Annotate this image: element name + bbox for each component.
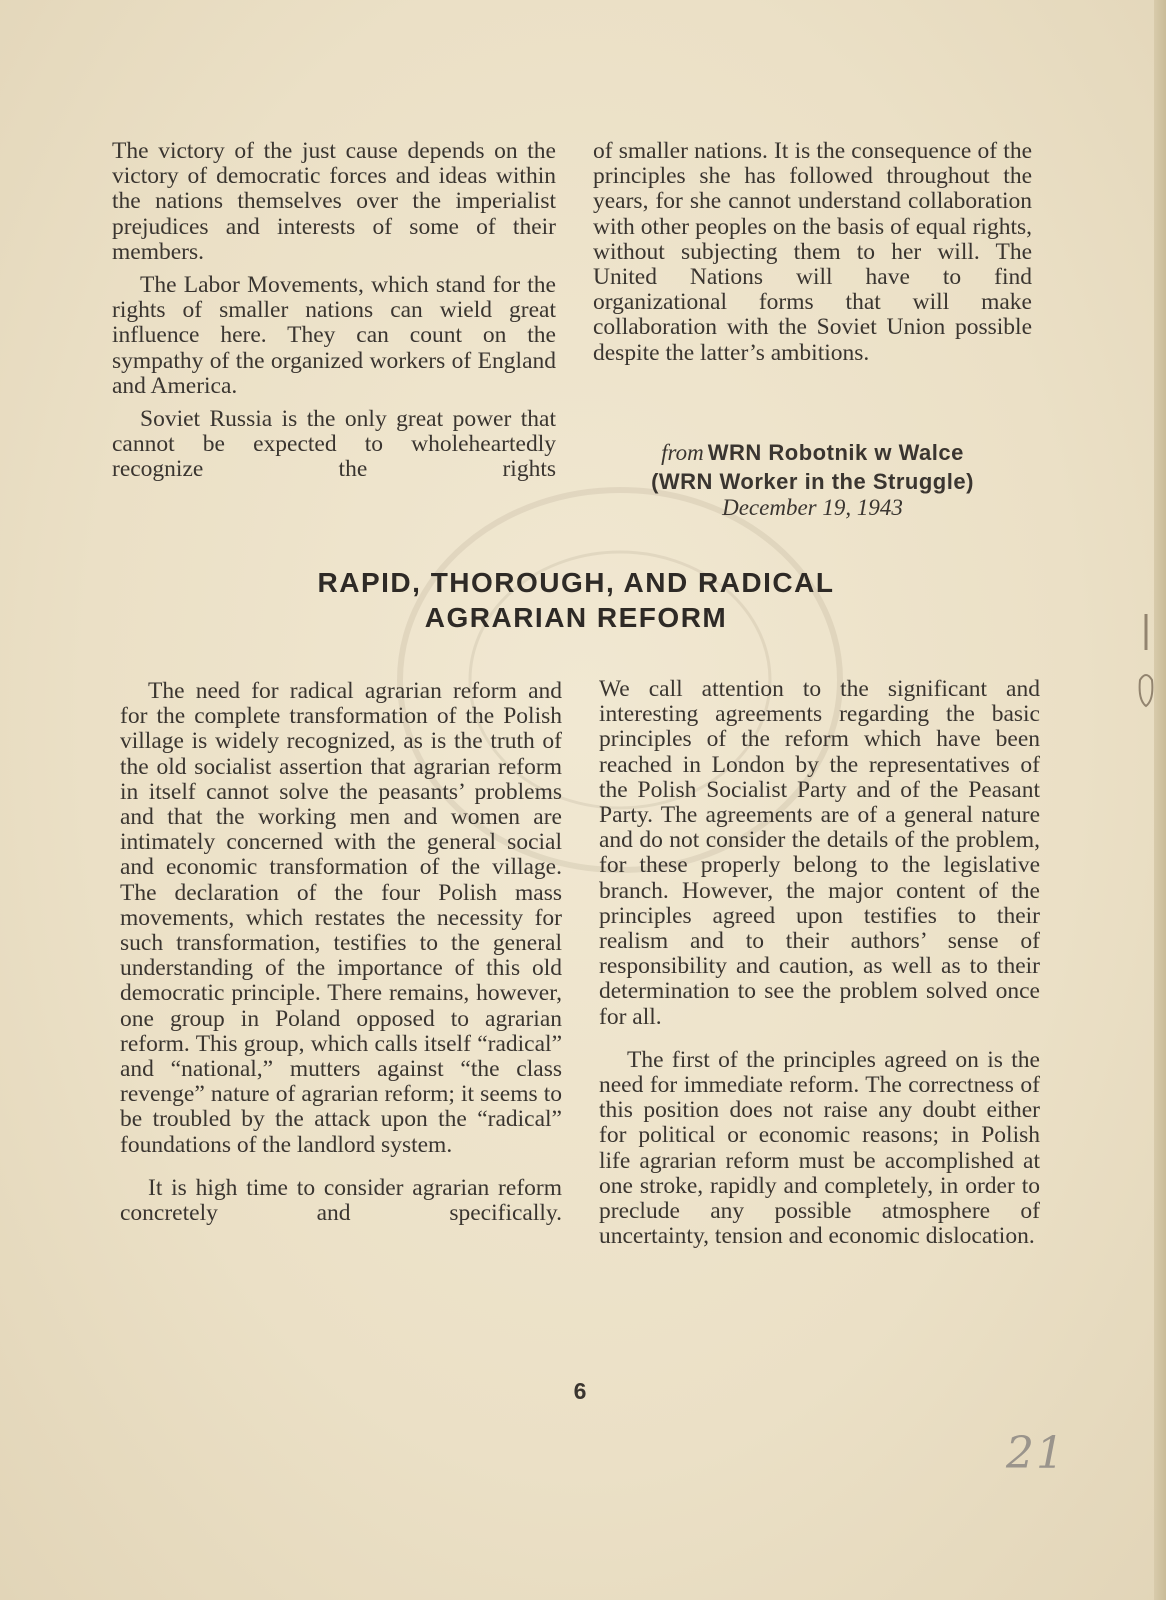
handwritten-archive-number: 21 [1006, 1428, 1066, 1479]
article-headline [200, 565, 952, 635]
top-right-column [593, 139, 1032, 366]
source-translation: (WRN Worker in the Struggle) [651, 469, 974, 494]
paragraph: Soviet Russia is the only great power that cannot be expected to wholeheartedly recognize the rights [112, 406, 556, 483]
bottom-left-column [120, 679, 562, 1226]
headline-line-1: RAPID, THOROUGH, AND RADICAL [317, 567, 835, 598]
headline-line-2: AGRARIAN REFORM [424, 602, 728, 633]
page-number: 6 [573, 1378, 587, 1404]
binding-clip [1132, 610, 1160, 730]
paragraph: The Labor Movements, which stand for the rights of smaller nations can wield great influence here. They can count on the sympathy of the organized workers of England and America. [112, 272, 556, 399]
source-publication: WRN Robotnik w Walce [707, 440, 964, 465]
paragraph: It is high time to consider agrarian reform concretely and specifically. [120, 1174, 562, 1227]
paragraph: We call attention to the significant and interesting agreements regarding the basic principles of the reform which have been reached in London by the representatives of the Polish Socialist Party and of the Peasant Party. The agreements are of a general nature and do not consider the details of the problem, for these properly belong to the legislative branch. However, the major content of the principles agreed upon testifies to their realism and to their authors’ sense of responsibility and caution, as well as to their determination to see the problem solved once for all. [599, 676, 1040, 1030]
paragraph: The need for radical agrarian reform and for the complete transformation of the Polish village is widely recognized, as is the truth of the old socialist assertion that agrarian reform in itself cannot solve the peasants’ problems and that the working men and women are intimately concerned with the general social and economic transformation of the village. The declaration of the four Polish mass movements, which restates the necessity for such transformation, testifies to the general understanding of the importance of this old democratic principle. There remains, however, one group in Poland opposed to agrarian reform. This group, which calls itself “radical” and “national,” mutters against “the class revenge” nature of agrarian reform; it seems to be troubled by the attack upon the “radical” foundations of the landlord system. [120, 678, 562, 1158]
paragraph: The victory of the just cause depends on the victory of democratic forces and ideas within the nations themselves over the imperialist prejudices and interests of some of their members. [112, 138, 556, 265]
paragraph: The first of the principles agreed on is the need for immediate reform. The correctness of this position does not raise any doubt either for political or economic reasons; in Polish life agrarian reform must be accomplished at one stroke, rapidly and completely, in order to preclude any possible atmosphere of uncertainty, tension and economic dislocation. [599, 1046, 1040, 1250]
paragraph: of smaller nations. It is the consequence of the principles she has followed throughout the years, for she cannot understand collaboration with other peoples on the basis of equal rights, without subjecting them to her will. The United Nations will have to find organizational forms that will make collaboration with the Soviet Union possible despite the latter’s ambitions. [593, 138, 1032, 366]
paper-edge [1154, 0, 1166, 1600]
source-attribution [593, 440, 1032, 521]
bottom-right-column [599, 677, 1040, 1249]
source-from: from [661, 440, 704, 465]
top-left-column [112, 139, 556, 483]
source-date: December 19, 1943 [722, 495, 903, 520]
